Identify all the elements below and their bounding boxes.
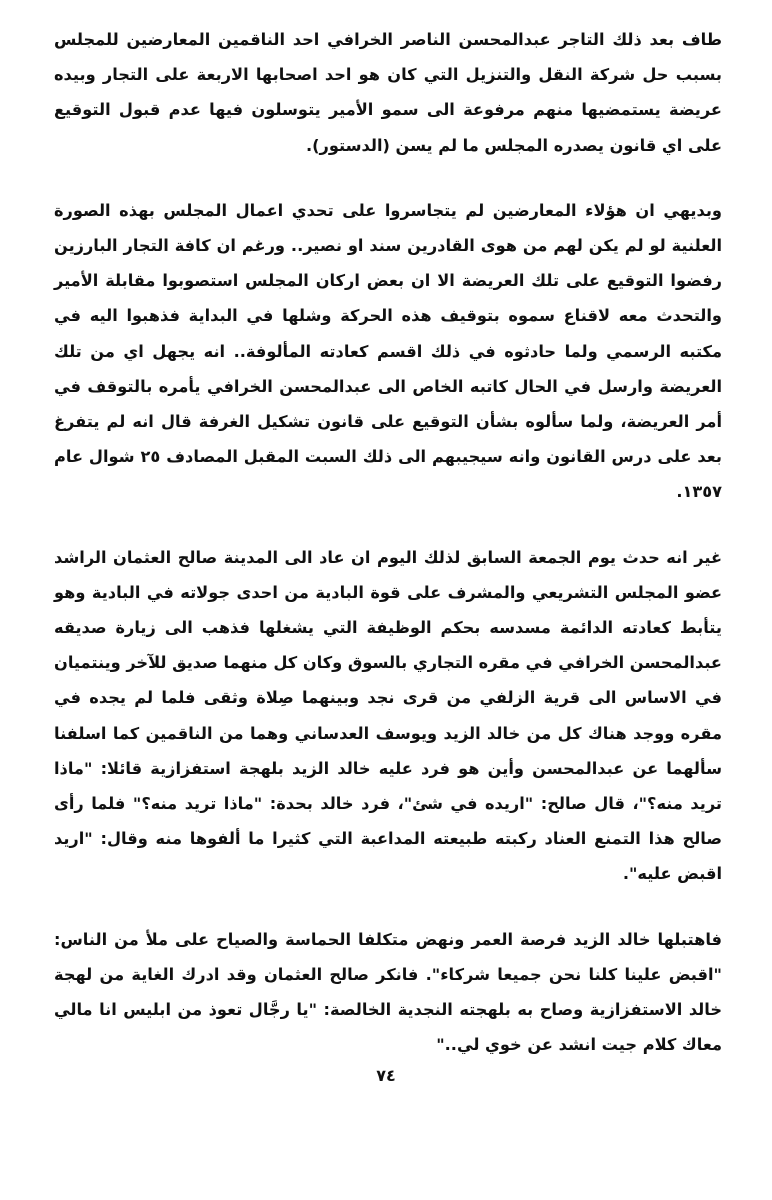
paragraph-1: طاف بعد ذلك التاجر عبدالمحسن الناصر الخرافي احد الناقمين المعارضين للمجلس بسبب حل شركة النقل والتنزيل التي كان هو احد اصحابها الاربعة على التجار وبيده عريضة يستمضيها منهم مرفوعة الى سمو الأمير يتوسلون فيها عدم قبول التوقيع على اي قانون يصدره المجلس ما لم يسن (الدستور).	[54, 30, 722, 155]
paragraph-2: وبديهي ان هؤلاء المعارضين لم يتجاسروا على تحدي اعمال المجلس بهذه الصورة العلنية لو لم يكن لهم من هوى القادرين سند او نصير.. ورغم ان كافة التجار البارزين رفضوا التوقيع على تلك العريضة الا ان بعض اركان المجلس استصوبوا مقابلة الأمير والتحدث معه لاقناع سموه بتوقيف هذه الحركة وشلها في البداية فذهبوا اليه في مكتبه الرسمي ولما حادثوه في ذلك اقسم كعادته المألوفة.. انه يجهل اي من تلك العريضة وارسل في الحال كاتبه الخاص الى عبدالمحسن الخرافي يأمره بالتوقف في أمر العريضة، ولما سألوه بشأن التوقيع على قانون تشكيل الغرفة قال انه لم يتفرغ بعد على درس القانون وانه سيجيبهم الى ذلك السبت المقبل المصادف ٢٥ شوال عام ١٣٥٧.	[54, 200, 722, 502]
page-number: ٧٤	[376, 1066, 396, 1085]
document-page	[54, 22, 722, 1062]
paragraph-3: غير انه حدث يوم الجمعة السابق لذلك اليوم ان عاد الى المدينة صالح العثمان الراشد عضو المجلس التشريعي والمشرف على قوة البادية من احدى جولاته في البادية وهو يتأبط كعادته الدائمة مسدسه بحكم الوظيفة التي يشغلها فذهب الى زيارة صديقه عبدالمحسن الخرافي في مقره التجاري بالسوق وكان كل منهما صديق للآخر وينتميان في الاساس الى قرية الزلفي من قرى نجد وبينهما صِلاة وثقى فلما لم يجده في مقره ووجد هناك كل من خالد الزيد ويوسف العدساني وهما من الناقمين كما اسلفنا سألهما عن عبدالمحسن وأين هو فرد عليه خالد الزيد بلهجة استفزازية قائلا: "ماذا تريد منه؟"، قال صالح: "اريده في شئ"، فرد خالد بحدة: "ماذا تريد منه؟" فلما رأى صالح هذا التمنع العناد ركبته طبيعته المداعبة التي كثيرا ما ألفوها منه وقال: "اريد اقبض عليه".	[54, 547, 722, 884]
paragraph-4: فاهتبلها خالد الزيد فرصة العمر ونهض متكلفا الحماسة والصياح على ملأ من الناس: "اقبض علينا كلنا نحن جميعا شركاء". فانكر صالح العثمان وقد ادرك الغاية من لهجة خالد الاستفزازية وصاح به بلهجته النجدية الخالصة: "يا رجَّال تعوذ من ابليس انا مالي معاك كلام جيت انشد عن خوي لي.."	[54, 929, 722, 1055]
